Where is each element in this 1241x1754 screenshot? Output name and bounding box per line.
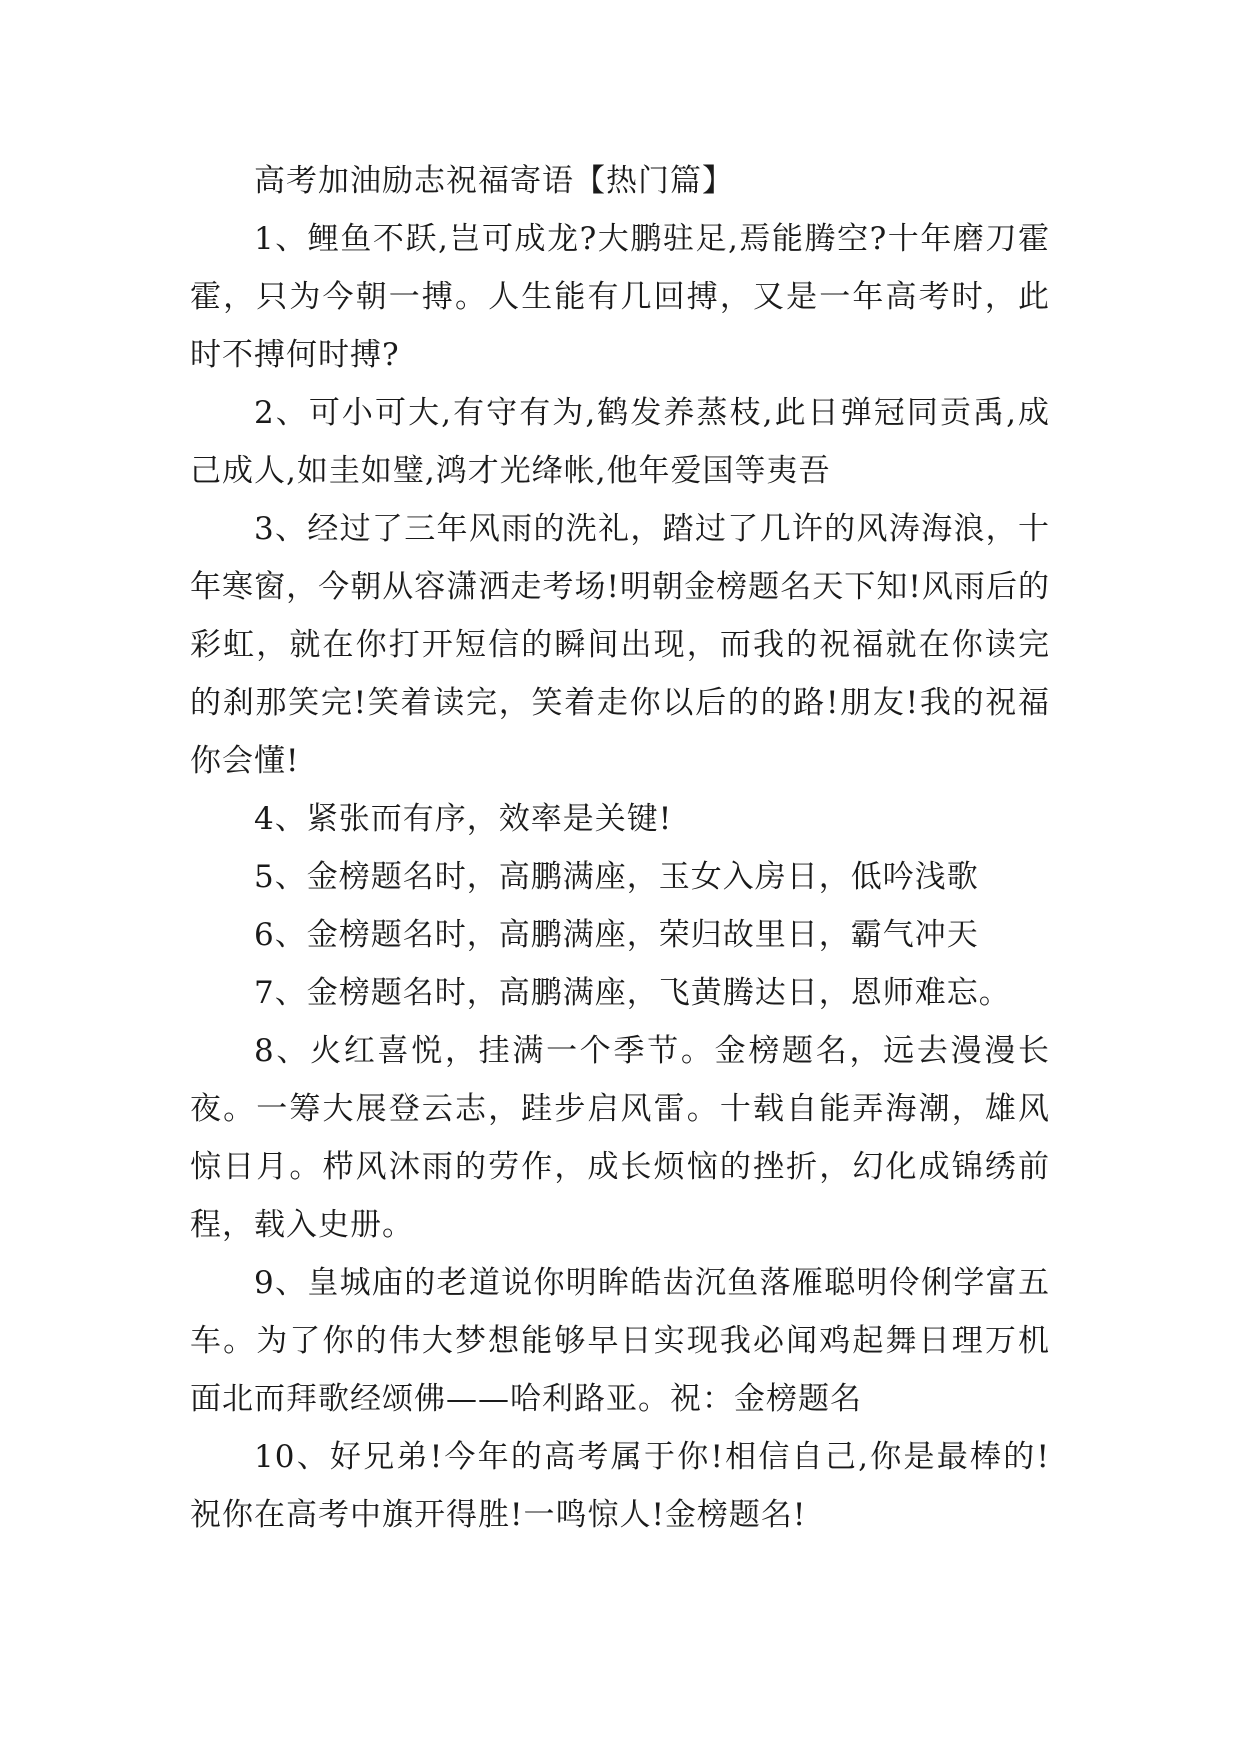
document-title: 高考加油励志祝福寄语【热门篇】 — [254, 163, 734, 199]
paragraph-3: 3、经过了三年风雨的洗礼，踏过了几许的风涛海浪，十年寒窗，今朝从容潇洒走考场!明朝金榜题名天下知!风雨后的彩虹，就在你打开短信的瞬间出现，而我的祝福就在你读完的刹那笑完!笑着读完，笑着走你以后的的路!朋友!我的祝福你会懂! — [190, 511, 1050, 779]
paragraph-1: 1、鲤鱼不跃,岂可成龙?大鹏驻足,焉能腾空?十年磨刀霍霍，只为今朝一搏。人生能有几回搏，又是一年高考时，此时不搏何时搏? — [190, 221, 1050, 373]
paragraph-5: 5、金榜题名时，高鹏满座，玉女入房日，低吟浅歌 — [254, 859, 979, 895]
paragraph-4: 4、紧张而有序，效率是关键! — [254, 801, 673, 837]
paragraph-2: 2、可小可大,有守有为,鹤发养蒸枝,此日弹冠同贡禹,成己成人,如圭如璧,鸿才光绛帐,他年爱国等夷吾 — [190, 395, 1050, 489]
paragraph-8: 8、火红喜悦，挂满一个季节。金榜题名，远去漫漫长夜。一筹大展登云志，跬步启风雷。十载自能弄海潮，雄风惊日月。栉风沐雨的劳作，成长烦恼的挫折，幻化成锦绣前程，载入史册。 — [190, 1033, 1050, 1243]
paragraph-6: 6、金榜题名时，高鹏满座，荣归故里日，霸气冲天 — [254, 917, 979, 953]
document-page — [190, 152, 1050, 1544]
paragraph-9: 9、皇城庙的老道说你明眸皓齿沉鱼落雁聪明伶俐学富五车。为了你的伟大梦想能够早日实现我必闻鸡起舞日理万机面北而拜歌经颂佛——哈利路亚。祝：金榜题名 — [190, 1265, 1050, 1417]
paragraph-7: 7、金榜题名时，高鹏满座，飞黄腾达日，恩师难忘。 — [254, 975, 1011, 1011]
paragraph-10: 10、好兄弟!今年的高考属于你!相信自己,你是最棒的!祝你在高考中旗开得胜!一鸣惊人!金榜题名! — [190, 1439, 1050, 1533]
